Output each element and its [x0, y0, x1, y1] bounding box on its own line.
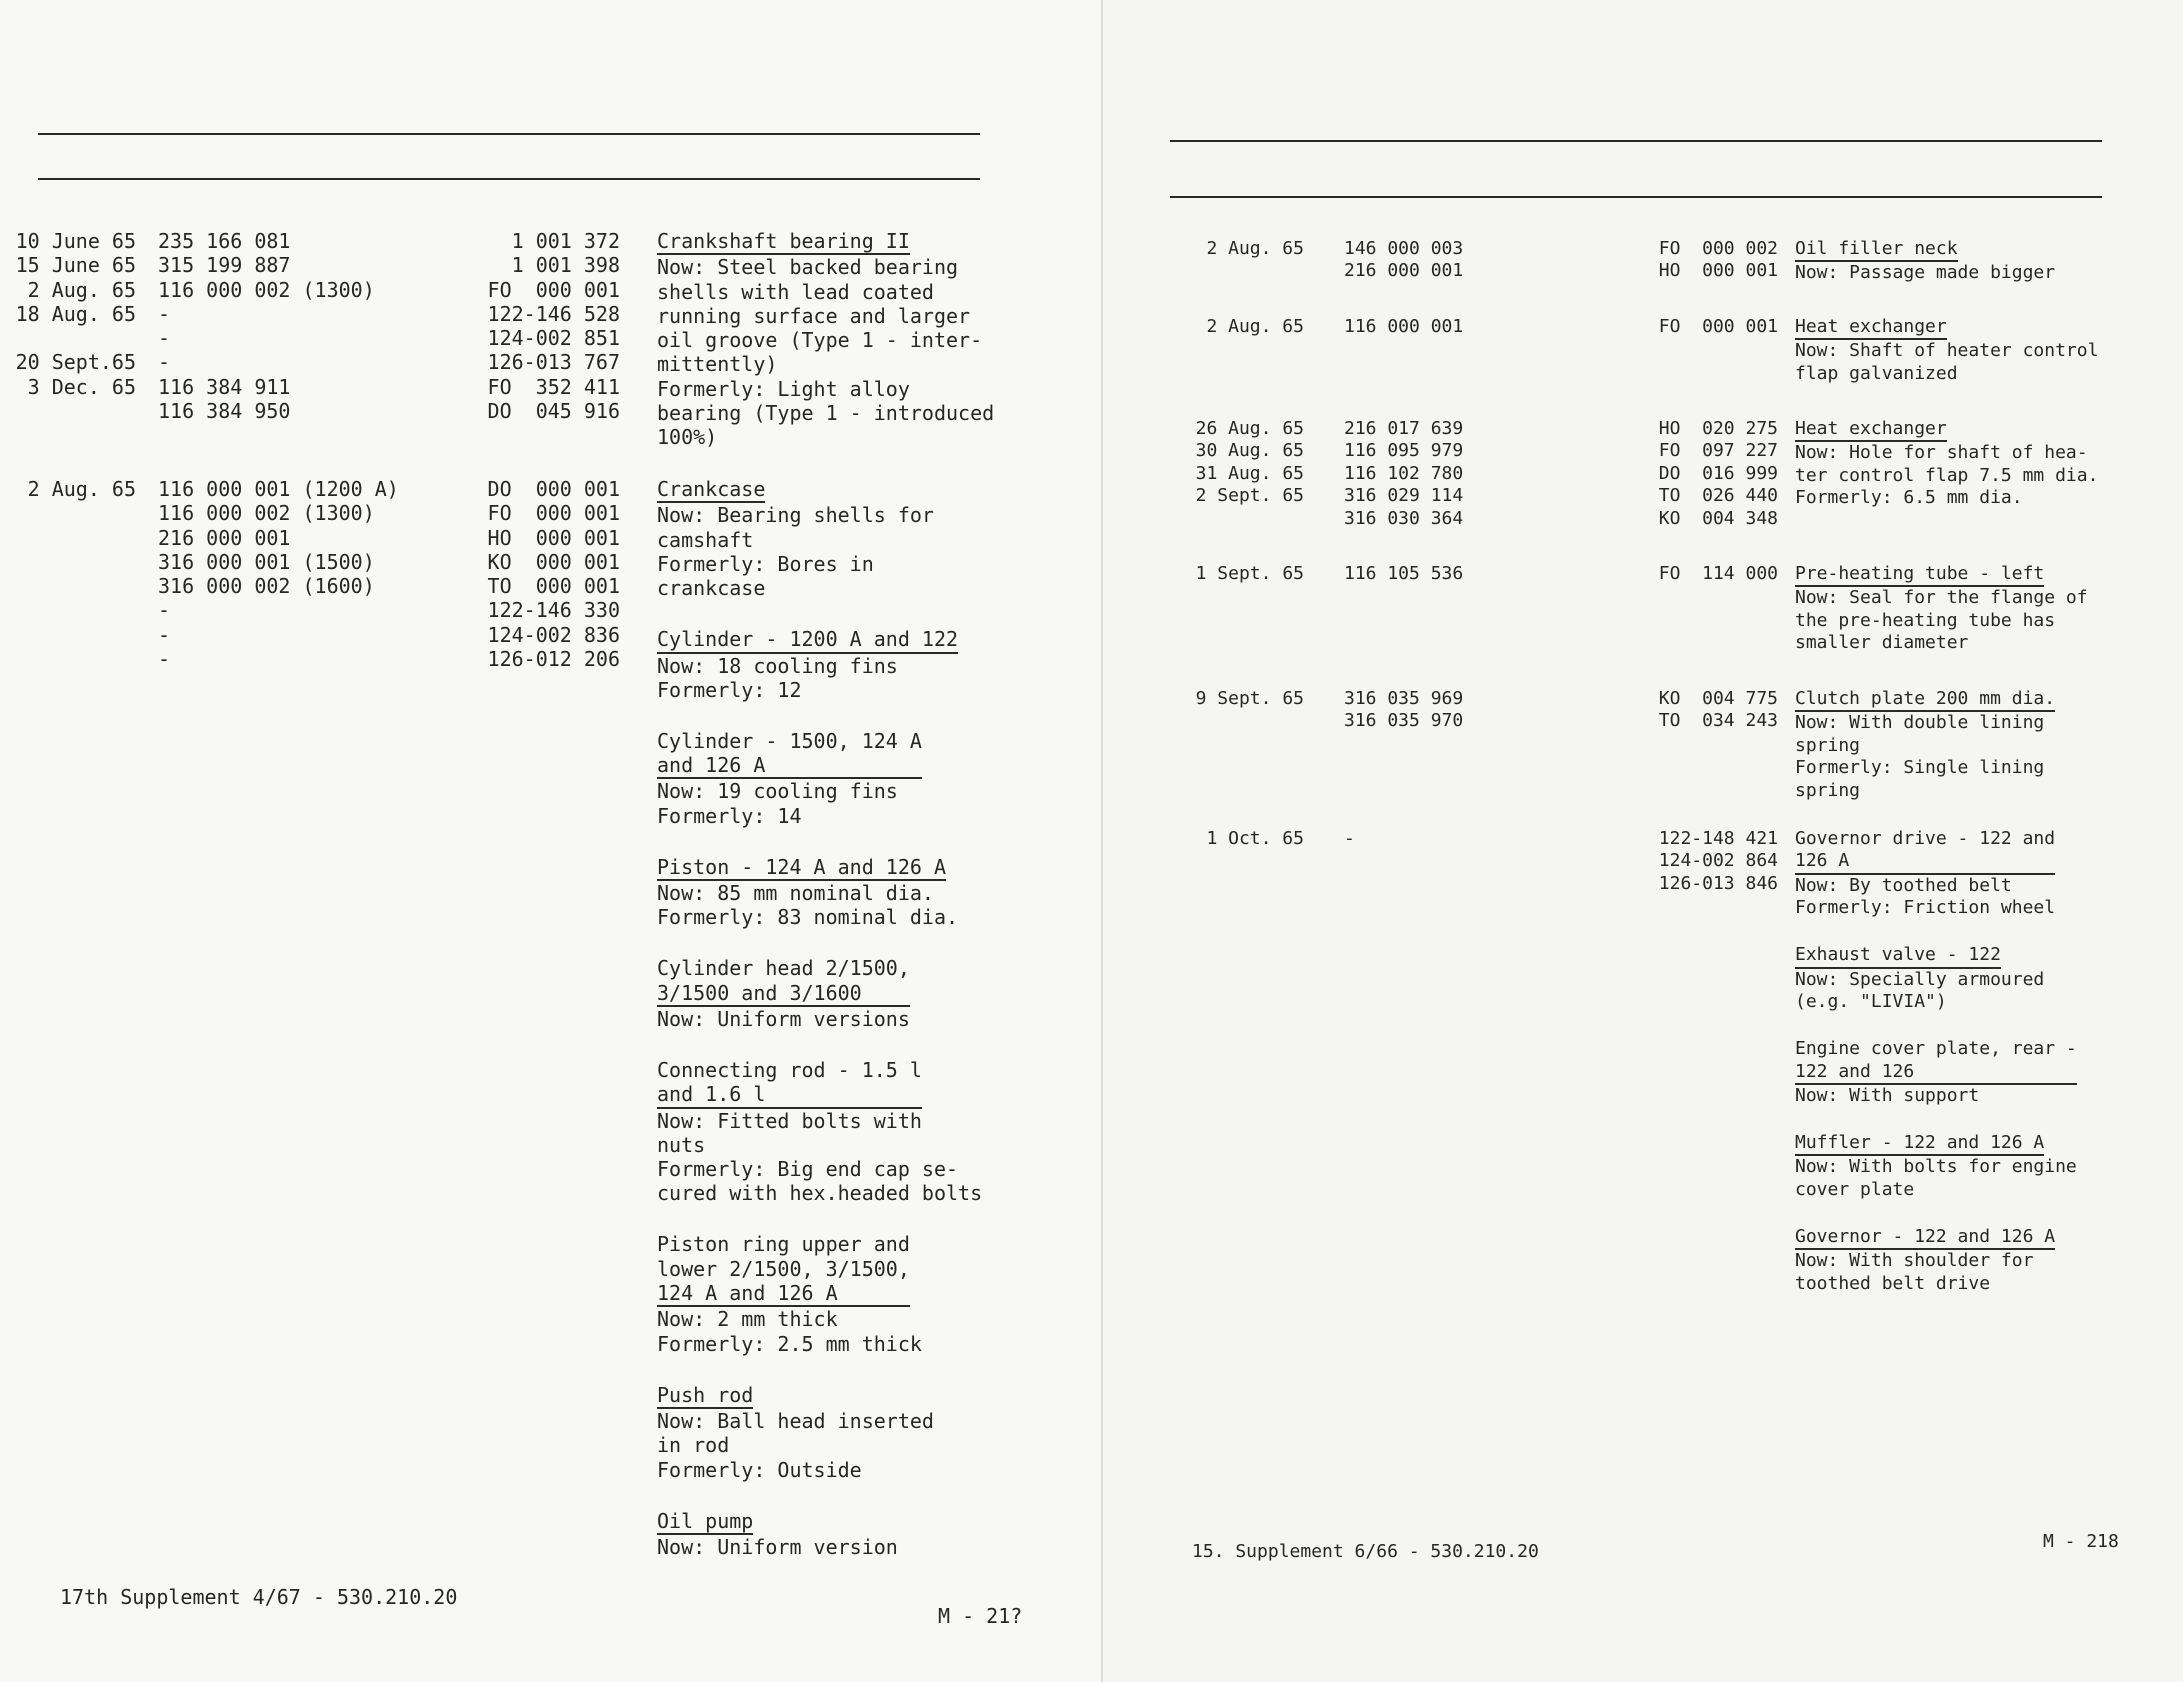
table-top-rule	[1170, 140, 2102, 142]
modification-title-line: Governor drive - 122 and	[1795, 828, 2056, 849]
date-introduced: 30 Aug. 65	[1195, 440, 1304, 462]
modification-title-line: Crankcase	[657, 477, 766, 501]
chassis-number: -	[158, 647, 171, 672]
modification-item	[657, 1383, 1084, 1482]
modification-title	[657, 1383, 753, 1409]
unit-number: TO 026 440	[1658, 485, 1778, 507]
chassis-number: 216 017 639	[1344, 418, 1464, 439]
modification-column	[1795, 238, 2163, 285]
date-introduced: 10 June 65	[15, 229, 136, 253]
date-introduced: 2 Aug. 65	[27, 477, 136, 501]
unit-number: DO 016 999	[1658, 462, 1778, 484]
unit-number: FO 000 001	[487, 277, 620, 302]
modification-item	[1795, 1038, 2163, 1107]
modification-title-line: Cylinder - 1500, 124 A	[657, 728, 922, 753]
chassis-number: 235 166 081	[158, 229, 291, 253]
unit-number: KO 004 775	[1658, 688, 1778, 709]
chassis-number: -	[1344, 828, 1355, 849]
date-column	[1104, 563, 1304, 585]
modification-title	[657, 956, 910, 1007]
modification-text: Formerly: Bores in	[657, 551, 874, 576]
modification-text: crankcase	[657, 576, 766, 601]
supplement-reference: 15. Supplement 6/66 - 530.210.20	[1192, 1541, 1539, 1562]
modification-text: Now: By toothed belt	[1795, 874, 2012, 896]
unit-number: FO 000 002	[1658, 238, 1778, 259]
modification-item	[657, 627, 1084, 702]
chassis-number: 146 000 003	[1344, 238, 1464, 259]
modification-title	[657, 1509, 753, 1535]
modification-text: Now: Passage made bigger	[1795, 262, 2056, 284]
unit-number: 124-002 864	[1658, 850, 1778, 872]
unit-number: 122-148 421	[1658, 828, 1778, 849]
modification-text: camshaft	[657, 527, 754, 552]
date-introduced: 2 Sept. 65	[1195, 485, 1304, 507]
modification-item	[1795, 418, 2163, 510]
chassis-number: 116 000 002 (1300)	[158, 277, 375, 302]
modification-text: Formerly: Big end cap se-	[657, 1157, 959, 1182]
date-introduced: 26 Aug. 65	[1195, 418, 1304, 439]
unit-number: HO 020 275	[1658, 418, 1778, 439]
modification-item	[1795, 563, 2163, 655]
modification-item	[657, 477, 1084, 600]
chassis-number: 316 030 364	[1344, 507, 1464, 529]
chassis-number: -	[158, 326, 171, 351]
date-introduced: 18 Aug. 65	[15, 301, 136, 326]
modification-text: cover plate	[1795, 1178, 1915, 1200]
date-column	[0, 229, 136, 399]
modification-text: spring	[1795, 734, 1861, 756]
modification-text: Now: Uniform version	[657, 1534, 898, 1559]
modification-text: in rod	[657, 1433, 730, 1458]
modification-text: Now: 85 mm nominal dia.	[657, 881, 934, 906]
modification-item	[1795, 238, 2163, 285]
unit-number: HO 000 001	[487, 525, 620, 550]
unit-number: FO 000 001	[487, 501, 620, 526]
modification-title	[657, 627, 958, 653]
date-column	[1104, 238, 1304, 260]
modification-text: Formerly: 14	[657, 803, 802, 828]
modification-text: Formerly: Single lining	[1795, 757, 2045, 779]
modification-text: oil groove (Type 1 - inter-	[657, 328, 983, 353]
modification-text: Now: Uniform versions	[657, 1006, 910, 1031]
modification-text: mittently)	[657, 352, 778, 377]
modification-title-line: 124 A and 126 A	[657, 1281, 838, 1306]
date-introduced: 31 Aug. 65	[1195, 462, 1304, 484]
chassis-column	[1344, 238, 1463, 283]
date-introduced: 2 Aug. 65	[1206, 238, 1304, 259]
page-gutter	[1101, 0, 1103, 1682]
modification-title-line: Engine cover plate, rear -	[1795, 1038, 2077, 1060]
modification-title-line: Governor - 122 and 126 A	[1795, 1225, 2056, 1247]
unit-number: TO 034 243	[1658, 710, 1778, 732]
modification-item	[657, 855, 1084, 930]
unit-number: 122-146 528	[487, 301, 620, 326]
modification-title-line: 3/1500 and 3/1600	[657, 980, 862, 1005]
modification-title-line: Pre-heating tube - left	[1795, 563, 2045, 584]
modification-column	[1795, 418, 2163, 510]
modification-item	[1795, 1132, 2163, 1201]
modification-item	[1795, 944, 2163, 1013]
modification-item	[657, 1232, 1084, 1355]
modification-text: flap galvanized	[1795, 362, 1958, 384]
modification-title-line: and 126 A	[657, 753, 766, 778]
date-column	[1104, 418, 1304, 508]
unit-number: DO 045 916	[487, 399, 620, 424]
modification-text: the pre-heating tube has	[1795, 609, 2056, 631]
modification-title	[657, 1232, 910, 1307]
chassis-number: -	[158, 301, 171, 326]
chassis-number: 316 029 114	[1344, 485, 1464, 507]
modification-text: Now: 2 mm thick	[657, 1307, 838, 1332]
modification-text: Now: 18 cooling fins	[657, 653, 898, 678]
chassis-number: 316 035 970	[1344, 710, 1464, 732]
modification-text: Now: Bearing shells for	[657, 503, 934, 528]
date-column	[1104, 828, 1304, 850]
modification-title	[1795, 944, 2001, 968]
modification-title	[1795, 238, 1958, 262]
modification-text: Now: With bolts for engine	[1795, 1156, 2077, 1178]
unit-number: KO 004 348	[1658, 507, 1778, 529]
chassis-number: 116 384 911	[158, 374, 291, 399]
date-introduced: 2 Aug. 65	[1206, 316, 1304, 337]
chassis-column	[1344, 418, 1463, 530]
date-column	[1104, 316, 1304, 338]
chassis-number: 316 035 969	[1344, 688, 1464, 709]
modification-item	[1795, 316, 2163, 385]
modification-item	[657, 229, 1084, 450]
chassis-number: 316 000 002 (1600)	[158, 574, 375, 599]
modification-text: spring	[1795, 779, 1861, 801]
modification-text: Formerly: 2.5 mm thick	[657, 1331, 922, 1356]
unit-column	[1659, 418, 1778, 530]
modification-title-line: Heat exchanger	[1795, 316, 1947, 337]
modification-title-line: Crankshaft bearing II	[657, 229, 910, 253]
modification-title-line: Oil filler neck	[1795, 238, 1958, 259]
chassis-column	[1344, 316, 1463, 338]
chassis-number: -	[158, 598, 171, 623]
modification-text: Formerly: 83 nominal dia.	[657, 905, 959, 930]
modification-item	[657, 1509, 1084, 1560]
modification-title	[657, 855, 946, 881]
chassis-number: 216 000 001	[158, 525, 291, 550]
modification-title	[657, 477, 765, 503]
header-bottom-rule	[38, 178, 980, 180]
date-introduced: 15 June 65	[15, 253, 136, 278]
modification-title-line: Cylinder head 2/1500,	[657, 956, 910, 981]
unit-number: 126-013 767	[487, 350, 620, 375]
modification-title-line: 122 and 126	[1795, 1060, 1915, 1082]
unit-number: 126-012 206	[487, 647, 620, 672]
unit-column	[488, 229, 620, 423]
unit-column	[488, 477, 620, 671]
page-number: M - 218	[2043, 1531, 2119, 1552]
chassis-number: 116 384 950	[158, 399, 291, 424]
modification-text: cured with hex.headed bolts	[657, 1181, 983, 1206]
chassis-number: 216 000 001	[1344, 260, 1464, 282]
modification-text: running surface and larger	[657, 303, 971, 328]
header-bottom-rule	[1170, 196, 2102, 198]
modification-title-line: Muffler - 122 and 126 A	[1795, 1131, 2045, 1153]
modification-title	[657, 729, 922, 780]
unit-column	[1659, 688, 1778, 733]
chassis-number: -	[158, 350, 171, 375]
modification-title-line: Connecting rod - 1.5 l	[657, 1057, 922, 1082]
unit-number: DO 000 001	[487, 477, 620, 501]
modification-item	[1795, 828, 2163, 920]
right-page	[1104, 0, 2183, 1682]
modification-title	[1795, 688, 2055, 712]
chassis-column	[158, 229, 375, 423]
date-introduced: 1 Oct. 65	[1206, 828, 1304, 849]
unit-number: KO 000 001	[487, 549, 620, 574]
table-top-rule	[38, 133, 980, 135]
modification-title	[1795, 418, 1947, 442]
chassis-column	[158, 477, 399, 671]
modification-text: Formerly: Light alloy	[657, 376, 910, 401]
date-introduced: 20 Sept.65	[15, 350, 136, 375]
date-introduced	[0, 326, 136, 350]
unit-number: 126-013 846	[1658, 872, 1778, 894]
modification-column	[1795, 828, 2163, 1295]
modification-title-line: Cylinder - 1200 A and 122	[657, 627, 959, 652]
chassis-column	[1344, 688, 1463, 733]
modification-text: Now: 19 cooling fins	[657, 779, 898, 804]
modification-title-line: Piston - 124 A and 126 A	[657, 854, 946, 879]
modification-title-line: lower 2/1500, 3/1500,	[657, 1256, 910, 1281]
unit-number: TO 000 001	[487, 574, 620, 599]
unit-number: 124-002 836	[487, 622, 620, 647]
modification-text: Now: Steel backed bearing	[657, 255, 959, 280]
unit-number: FO 114 000	[1658, 563, 1778, 584]
unit-number: FO 097 227	[1658, 440, 1778, 462]
chassis-number: 116 000 001 (1200 A)	[158, 477, 399, 501]
chassis-number: 116 105 536	[1344, 563, 1464, 584]
unit-column	[1659, 238, 1778, 283]
unit-column	[1659, 316, 1778, 338]
modification-item	[657, 956, 1084, 1031]
modification-title-line: Push rod	[657, 1382, 754, 1407]
chassis-number: 116 000 002 (1300)	[158, 501, 375, 526]
modification-text: Formerly: Outside	[657, 1457, 862, 1482]
modification-title	[1795, 563, 2044, 587]
modification-text: Formerly: 6.5 mm dia.	[1795, 487, 2023, 509]
modification-text: Now: Specially armoured	[1795, 968, 2045, 990]
modification-column	[657, 477, 1084, 1559]
modification-title-line: Clutch plate 200 mm dia.	[1795, 688, 2056, 709]
page-number: M - 21?	[938, 1604, 1023, 1628]
modification-column	[1795, 316, 2163, 385]
chassis-number: 116 000 001	[1344, 316, 1464, 337]
modification-text: Now: Ball head inserted	[657, 1408, 934, 1433]
modification-title-line: Exhaust valve - 122	[1795, 944, 2001, 966]
modification-item	[1795, 1226, 2163, 1295]
date-introduced: 3 Dec. 65	[27, 374, 136, 399]
modification-title-line: and 1.6 l	[657, 1082, 766, 1107]
modification-title	[1795, 828, 2055, 875]
modification-text: smaller diameter	[1795, 632, 1969, 654]
chassis-column	[1344, 828, 1355, 850]
modification-column	[657, 229, 1084, 450]
modification-title-line: Piston ring upper and	[657, 1232, 910, 1257]
unit-number: FO 352 411	[487, 374, 620, 399]
chassis-number: 316 000 001 (1500)	[158, 549, 375, 574]
modification-title	[1795, 1038, 2077, 1085]
modification-text: Now: With double lining	[1795, 712, 2045, 734]
modification-title	[1795, 1226, 2055, 1250]
modification-text: Now: Shaft of heater control	[1795, 340, 2099, 362]
chassis-number: -	[158, 622, 171, 647]
unit-number: 1 001 372	[511, 229, 620, 253]
modification-text: Now: With support	[1795, 1084, 1980, 1106]
modification-title-line: Oil pump	[657, 1508, 754, 1533]
modification-text: (e.g. "LIVIA")	[1795, 991, 1947, 1013]
unit-number: FO 000 001	[1658, 316, 1778, 337]
modification-item	[657, 1058, 1084, 1206]
unit-number: HO 000 001	[1658, 260, 1778, 282]
modification-title	[657, 1058, 922, 1109]
modification-text: bearing (Type 1 - introduced	[657, 401, 995, 426]
modification-title-line: Heat exchanger	[1795, 418, 1947, 439]
modification-column	[1795, 563, 2163, 655]
modification-text: ter control flap 7.5 mm dia.	[1795, 464, 2099, 486]
modification-text: nuts	[657, 1132, 706, 1157]
unit-column	[1659, 563, 1778, 585]
unit-column	[1659, 828, 1778, 895]
modification-title	[1795, 1132, 2044, 1156]
modification-text: shells with lead coated	[657, 279, 934, 304]
chassis-number: 116 095 979	[1344, 440, 1464, 462]
modification-title	[1795, 316, 1947, 340]
date-introduced: 1 Sept. 65	[1195, 563, 1304, 584]
modification-text: Now: Seal for the flange of	[1795, 587, 2088, 609]
chassis-column	[1344, 563, 1463, 585]
modification-text: 100%)	[657, 425, 718, 450]
date-column	[0, 477, 136, 501]
modification-text: Formerly: 12	[657, 677, 802, 702]
unit-number: 122-146 330	[487, 598, 620, 623]
modification-text: Now: Hole for shaft of hea-	[1795, 442, 2088, 464]
unit-number: 1 001 398	[511, 253, 620, 278]
supplement-reference: 17th Supplement 4/67 - 530.210.20	[60, 1585, 458, 1609]
date-introduced: 9 Sept. 65	[1195, 688, 1304, 709]
modification-item	[1795, 688, 2163, 802]
modification-text: Now: With shoulder for	[1795, 1250, 2034, 1272]
unit-number: 124-002 851	[487, 326, 620, 351]
modification-column	[1795, 688, 2163, 802]
modification-title	[657, 229, 910, 255]
modification-item	[657, 729, 1084, 828]
date-introduced: 2 Aug. 65	[27, 277, 136, 302]
modification-text: Formerly: Friction wheel	[1795, 897, 2056, 919]
chassis-number: 315 199 887	[158, 253, 291, 278]
modification-text: Now: Fitted bolts with	[657, 1108, 922, 1133]
chassis-number: 116 102 780	[1344, 462, 1464, 484]
date-column	[1104, 688, 1304, 710]
modification-text: toothed belt drive	[1795, 1272, 1991, 1294]
modification-title-line: 126 A	[1795, 850, 1850, 872]
